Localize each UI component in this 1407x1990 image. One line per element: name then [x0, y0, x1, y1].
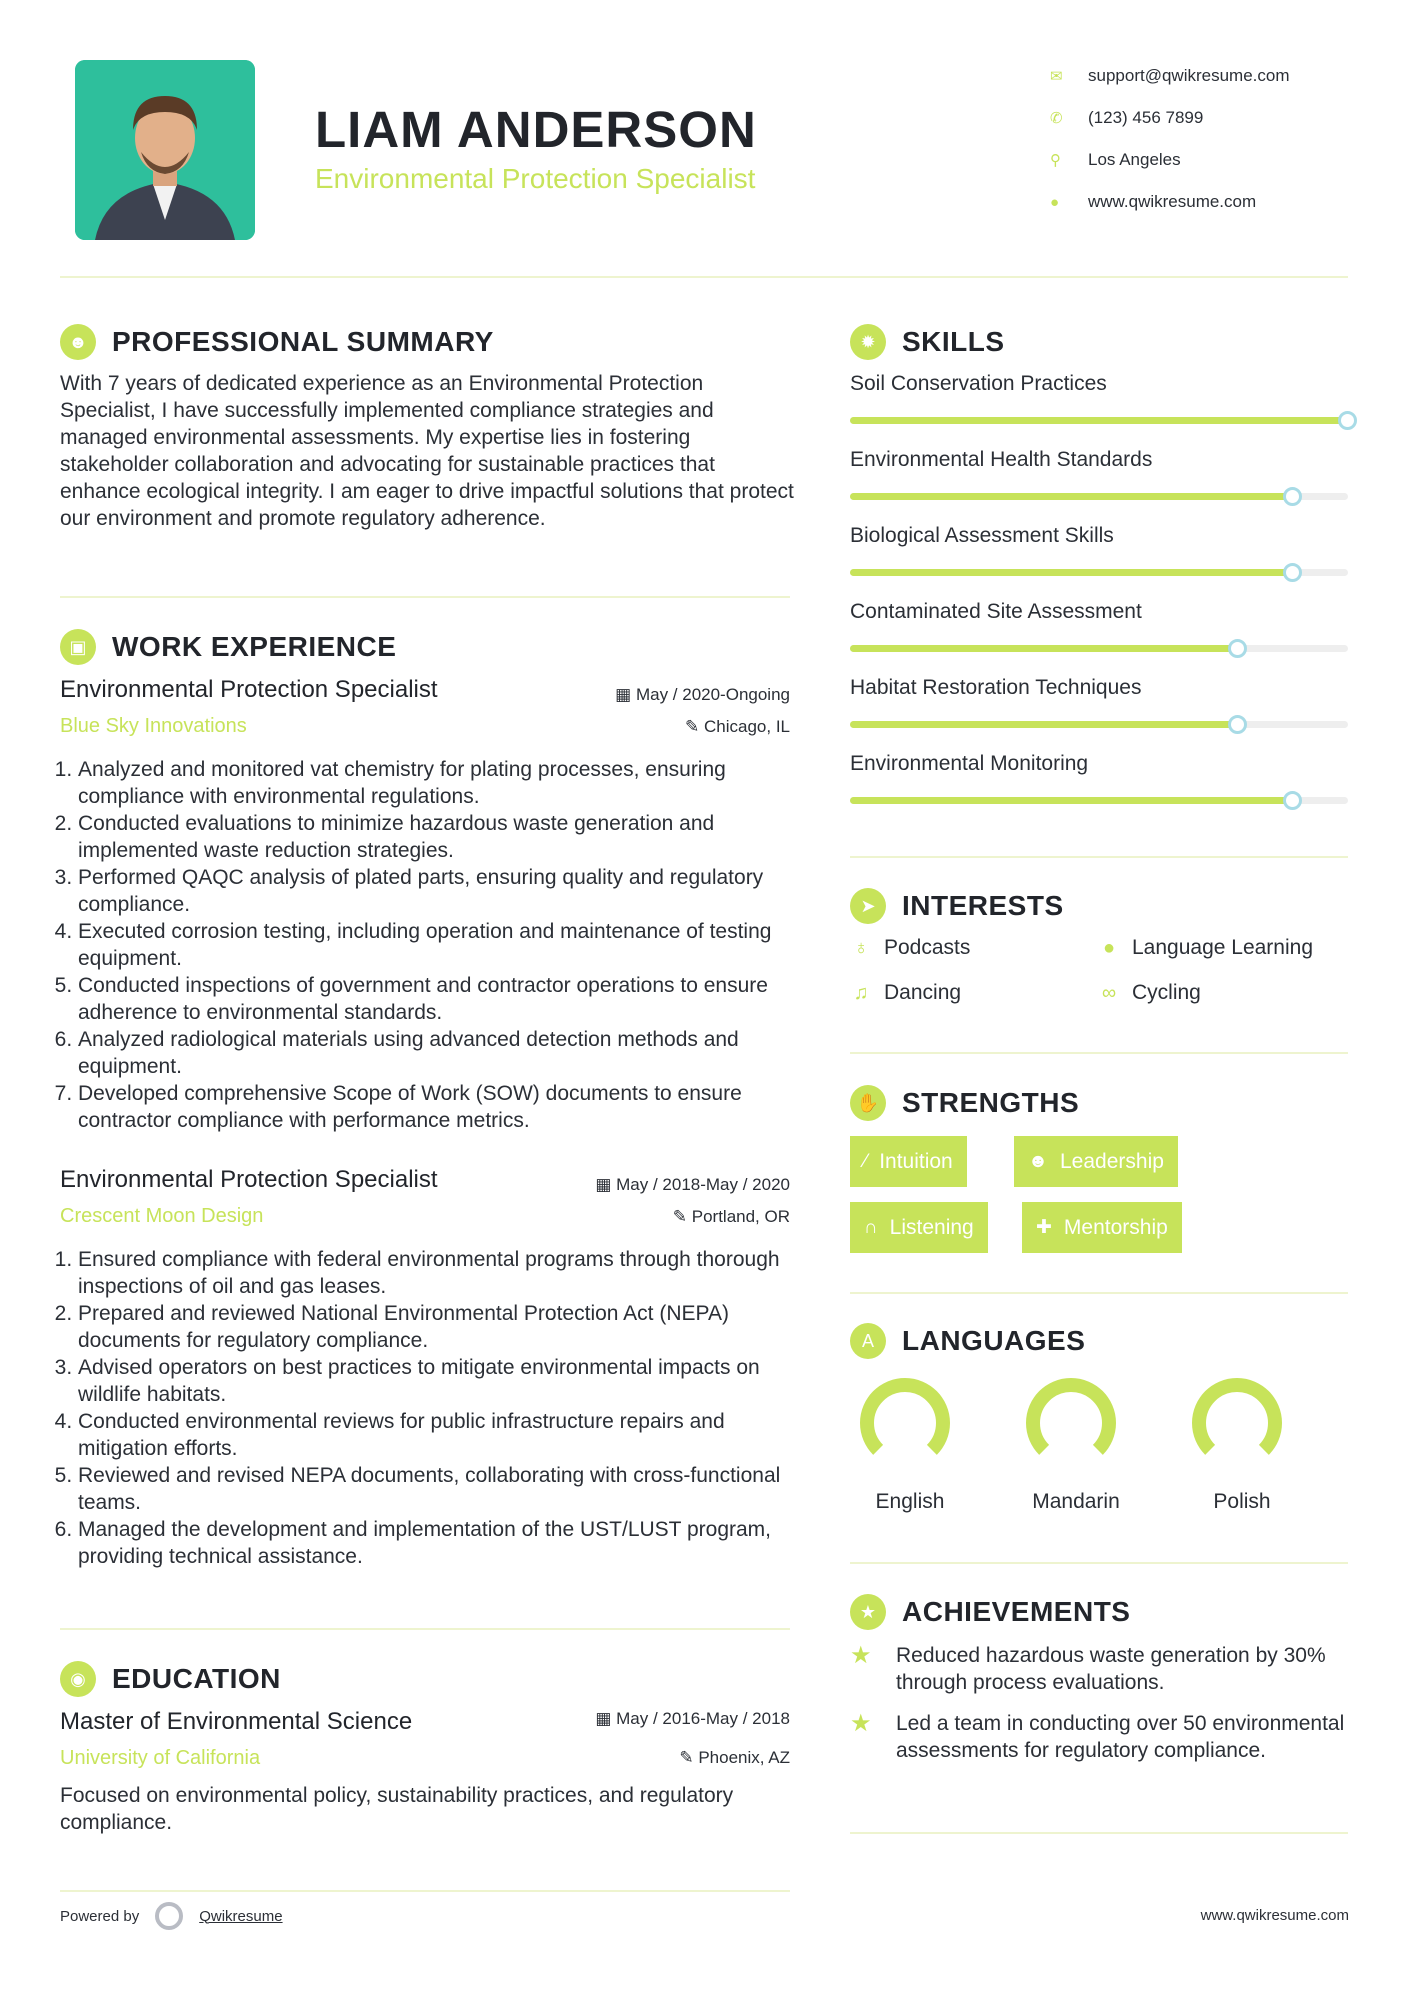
- skills-divider: [850, 856, 1348, 858]
- skill-label: Contaminated Site Assessment: [850, 600, 1142, 623]
- achievements-divider: [850, 1832, 1348, 1834]
- candidate-name: LIAM ANDERSON: [315, 101, 757, 158]
- job-2-date: ▦ May / 2018-May / 2020: [595, 1175, 790, 1194]
- strengths-divider: [850, 1292, 1348, 1294]
- education-date: ▦ May / 2016-May / 2018: [595, 1709, 790, 1728]
- skill-fill: [850, 569, 1293, 576]
- music-note-icon: ♫: [853, 981, 869, 1004]
- list-item: 5. Reviewed and revised NEPA documents, collaborating with cross-functional teams.: [78, 1462, 800, 1516]
- microphone-icon: ♁: [853, 936, 869, 959]
- interests-heading: ➤ INTERESTS: [850, 888, 1064, 924]
- pin-icon: ✎: [679, 1748, 699, 1767]
- interest-item: ♁ Podcasts: [850, 936, 970, 960]
- job-1-company: Blue Sky Innovations: [60, 715, 247, 737]
- list-item: 2. Conducted evaluations to minimize hazardous waste generation and implemented waste reduction strategies.: [78, 810, 800, 864]
- language-ring: [1189, 1375, 1285, 1471]
- powered-by: Powered by Qwikresume: [60, 1902, 283, 1930]
- candidate-role: Environmental Protection Specialist: [315, 163, 756, 194]
- list-item: 1. Ensured compliance with federal environmental programs through thorough inspections of oil and gas leases.: [78, 1246, 800, 1300]
- languages-heading: A LANGUAGES: [850, 1323, 1085, 1359]
- education-location: ✎ Phoenix, AZ: [679, 1748, 790, 1767]
- list-item: 2. Prepared and reviewed National Environmental Protection Act (NEPA) documents for regulatory compliance.: [78, 1300, 800, 1354]
- strength-chip: ⁄ Intuition: [850, 1136, 967, 1187]
- lightbulb-icon: ✹: [850, 324, 886, 360]
- globe-icon: ●: [1102, 936, 1116, 959]
- contact-email[interactable]: ✉ support@qwikresume.com: [1050, 66, 1290, 85]
- contact-list: [1050, 55, 1370, 223]
- job-1-location: ✎ Chicago, IL: [685, 717, 790, 736]
- list-item: 5. Conducted inspections of government and contractor operations to ensure adherence to environmental standards.: [78, 972, 800, 1026]
- star-icon: ★: [850, 1642, 872, 1669]
- users-icon: ☻: [1028, 1150, 1048, 1172]
- skill-bar: [850, 493, 1348, 500]
- skill-fill: [850, 493, 1293, 500]
- list-item: 4. Executed corrosion testing, including operation and maintenance of testing equipment.: [78, 918, 800, 972]
- strength-chip: ☻ Leadership: [1014, 1136, 1178, 1187]
- skill-label: Environmental Monitoring: [850, 752, 1089, 775]
- star-badge-icon: ★: [850, 1594, 886, 1630]
- headphones-icon: ∩: [864, 1216, 878, 1238]
- language-ring: [857, 1375, 953, 1471]
- strength-chip: ✚ Mentorship: [1022, 1202, 1182, 1253]
- education-school: University of California: [60, 1747, 261, 1769]
- footer-url[interactable]: www.qwikresume.com: [1200, 1907, 1349, 1924]
- strength-chip: ∩ Listening: [850, 1202, 988, 1253]
- map-pin-icon: ⚲: [1050, 152, 1061, 169]
- pin-icon: ✎: [685, 717, 704, 736]
- qwikresume-link[interactable]: Qwikresume: [199, 1907, 283, 1925]
- job-1-date: ▦ May / 2020-Ongoing: [615, 685, 790, 704]
- education-text: Focused on environmental policy, sustainability practices, and regulatory compliance.: [60, 1784, 734, 1834]
- paper-plane-icon: ➤: [850, 888, 886, 924]
- skill-fill: [850, 721, 1238, 728]
- phone-icon: ✆: [1050, 110, 1063, 127]
- graduation-icon: ◉: [60, 1661, 96, 1697]
- skill-knob: [1228, 639, 1247, 658]
- bicycle-icon: ∞: [1101, 981, 1117, 1004]
- skill-label: Soil Conservation Practices: [850, 372, 1107, 395]
- list-item: 3. Advised operators on best practices to mitigate environmental impacts on wildlife habitats.: [78, 1354, 800, 1408]
- experience-divider: [60, 1628, 790, 1630]
- contact-phone[interactable]: ✆ (123) 456 7899: [1050, 108, 1204, 127]
- contact-website[interactable]: ● www.qwikresume.com: [1050, 192, 1257, 211]
- list-item: 3. Performed QAQC analysis of plated parts, ensuring quality and regulatory compliance.: [78, 864, 800, 918]
- summary-divider: [60, 596, 790, 598]
- skill-bar: [850, 569, 1348, 576]
- language-label: Mandarin: [1032, 1490, 1120, 1513]
- language-label: Polish: [1213, 1490, 1271, 1513]
- skill-knob: [1283, 563, 1302, 582]
- footer-divider: [60, 1890, 790, 1892]
- skill-bar: [850, 645, 1348, 652]
- qwikresume-logo-icon: [155, 1902, 183, 1930]
- language-ring: [1023, 1375, 1119, 1471]
- user-plus-icon: ✚: [1036, 1217, 1052, 1238]
- list-item: 6. Analyzed radiological materials using advanced detection methods and equipment.: [78, 1026, 800, 1080]
- achievement-item: ★ Led a team in conducting over 50 environmental assessments for regulatory compliance.: [850, 1710, 1345, 1762]
- header-divider: [60, 276, 1348, 278]
- list-item: 4. Conducted environmental reviews for public infrastructure repairs and mitigation efforts.: [78, 1408, 800, 1462]
- interest-item: ♫ Dancing: [850, 981, 961, 1005]
- calendar-icon: ▦: [595, 1709, 617, 1728]
- star-icon: ★: [850, 1710, 872, 1737]
- interest-item: ∞ Cycling: [1098, 981, 1201, 1005]
- skill-fill: [850, 797, 1293, 804]
- job-2-duties: [60, 1246, 800, 1570]
- summary-text: With 7 years of dedicated experience as an Environmental Protection Specialist, I have successfully implemented compliance strategies and managed environmental assessments. My expertise lies in fostering stakeholder collaboration and advocating for sustainable practices that enhance ecological integrity. I am eager to drive impactful solutions that protect our environment and promote regulatory adherence.: [60, 372, 794, 530]
- list-item: 1. Analyzed and monitored vat chemistry for plating processes, ensuring compliance with environmental regulations.: [78, 756, 800, 810]
- skill-bar: [850, 721, 1348, 728]
- skill-label: Biological Assessment Skills: [850, 524, 1114, 547]
- globe-icon: ●: [1050, 193, 1060, 211]
- strengths-heading: ✋ STRENGTHS: [850, 1085, 1079, 1121]
- education-degree: Master of Environmental Science: [60, 1708, 413, 1735]
- job-1-title: Environmental Protection Specialist: [60, 676, 438, 703]
- skill-bar: [850, 417, 1348, 424]
- languages-divider: [850, 1562, 1348, 1564]
- envelope-icon: ✉: [1050, 68, 1063, 85]
- calendar-icon: ▦: [615, 685, 636, 704]
- user-icon: ☻: [60, 324, 96, 360]
- job-2-title: Environmental Protection Specialist: [60, 1166, 438, 1193]
- skill-fill: [850, 417, 1348, 424]
- skill-knob: [1228, 715, 1247, 734]
- list-item: 6. Managed the development and implementation of the UST/LUST program, providing technical assistance.: [78, 1516, 800, 1570]
- job-2-location: ✎ Portland, OR: [672, 1207, 790, 1226]
- skill-fill: [850, 645, 1238, 652]
- skill-knob: [1338, 411, 1357, 430]
- skill-knob: [1283, 791, 1302, 810]
- interest-item: ● Language Learning: [1098, 936, 1313, 960]
- experience-heading: ▣ WORK EXPERIENCE: [60, 629, 396, 665]
- profile-photo: [75, 60, 255, 240]
- summary-heading: ☻ PROFESSIONAL SUMMARY: [60, 324, 494, 360]
- calendar-icon: ▦: [595, 1175, 617, 1194]
- language-label: English: [875, 1490, 945, 1513]
- hand-icon: ✋: [850, 1085, 886, 1121]
- language-icon: A: [850, 1323, 886, 1359]
- pin-icon: ✎: [672, 1207, 692, 1226]
- job-2-company: Crescent Moon Design: [60, 1205, 264, 1227]
- interests-divider: [850, 1052, 1348, 1054]
- skill-knob: [1283, 487, 1302, 506]
- skill-label: Environmental Health Standards: [850, 448, 1153, 471]
- briefcase-icon: ▣: [60, 629, 96, 665]
- skills-heading: ✹ SKILLS: [850, 324, 1005, 360]
- contact-location: ⚲ Los Angeles: [1050, 150, 1181, 169]
- achievements-heading: ★ ACHIEVEMENTS: [850, 1594, 1130, 1630]
- skill-bar: [850, 797, 1348, 804]
- magic-wand-icon: ⁄: [864, 1150, 868, 1172]
- list-item: 7. Developed comprehensive Scope of Work (SOW) documents to ensure contractor compliance with performance metrics.: [78, 1080, 800, 1134]
- job-1-duties: [60, 756, 800, 1134]
- skill-label: Habitat Restoration Techniques: [850, 676, 1142, 699]
- education-heading: ◉ EDUCATION: [60, 1661, 281, 1697]
- achievement-item: ★ Reduced hazardous waste generation by 30% through process evaluations.: [850, 1642, 1326, 1694]
